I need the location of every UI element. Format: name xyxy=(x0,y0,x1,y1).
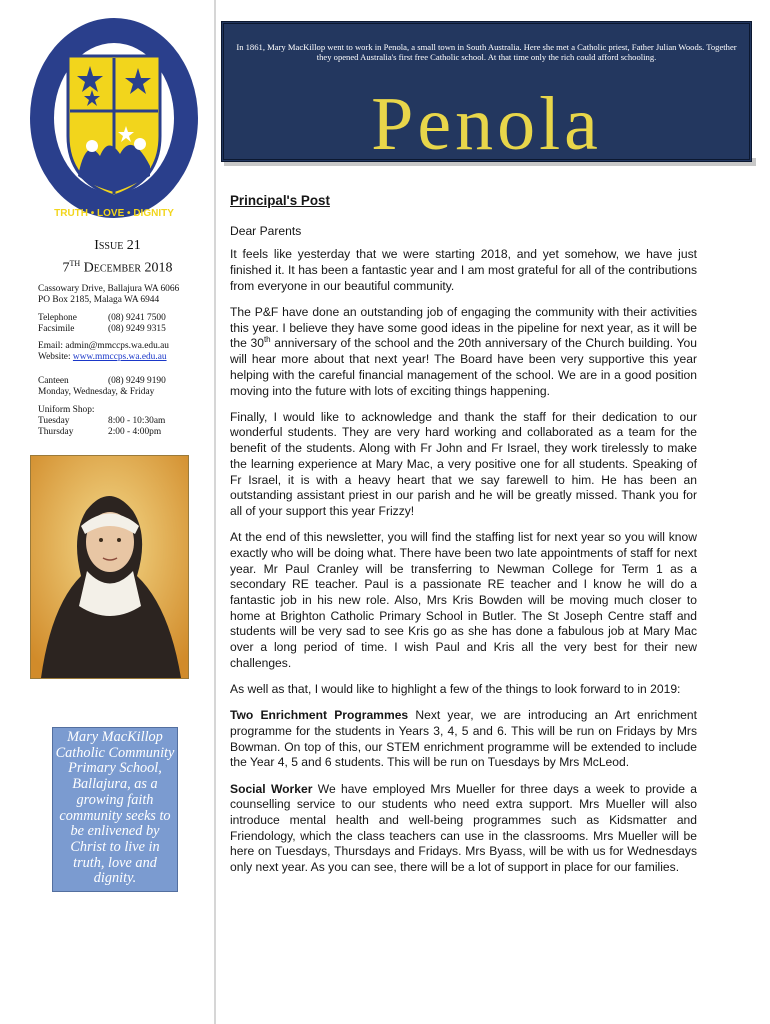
paragraph: Finally, I would like to acknowledge and thank the staff for their dedication to our wonderful students. They are very hard working and collaborated as a team for the benefit of the students. Along with Fr John and Fr Israel, they work tirelessly to make the learning experience at Mary Mac, a very positive one for all students. Speaking of Fr Israel, it is with a heavy heart that we say farewell to him. He has been an outstanding assistant priest in our parish and he will be greatly missed. Thank you for all of your support this year Frizzy! xyxy=(230,409,697,518)
salutation: Dear Parents xyxy=(230,223,302,238)
crest-motto: TRUTH • LOVE • DIGNITY xyxy=(54,208,174,219)
issue-block xyxy=(20,237,215,278)
masthead-intro: In 1861, Mary MacKillop went to work in Penola, a small town in South Australia. Here she met a Catholic priest, Father Julian Woods. Together they opened Australia's first free Catholic school. At that time only the rich could afford schooling. xyxy=(236,42,737,62)
mission-statement: Mary MacKillop Catholic Community Primary School, Ballajura, as a growing faith community seeks to be enlivened by Christ to live in truth, love and dignity. xyxy=(52,727,178,892)
issue-date: 7TH December 2018 xyxy=(62,259,173,276)
address-line: PO Box 2185, Malaga WA 6944 xyxy=(38,295,160,305)
phone-block xyxy=(38,313,208,335)
uniform-time: 2:00 - 4:00pm xyxy=(108,427,162,437)
paragraph-lead: Two Enrichment Programmes xyxy=(230,708,409,723)
article-heading: Principal's Post xyxy=(230,193,330,208)
uniform-day: Thursday xyxy=(38,427,74,437)
uniform-shop-label: Uniform Shop: xyxy=(38,405,95,415)
paragraph: As well as that, I would like to highlight a few of the things to look forward to in 2019: xyxy=(230,681,681,696)
paragraph: At the end of this newsletter, you will find the staffing list for next year so you will know exactly who will be doing what. There have been two late appointments of staff for next year. Mr Paul Cranley will be transferring to Newman College for Term 1 as a secondary RE teacher. Paul is a passionate RE teacher and I know he will do a fantastic job in his new role. Also, Mrs Kris Bowden will be moving much closer to home at Brighton Catholic Primary School in Butler. The St Joseph Centre staff and students will be very sad to see Kris go as she has done a fabulous job at Mary Mac over a long period of time. I wish Paul and Kris all the very best for their new challenges. xyxy=(230,530,697,670)
canteen-days: Monday, Wednesday, & Friday xyxy=(38,387,155,397)
paragraph: It feels like yesterday that we were starting 2018, and yet somehow, we have just finished it. It has been a fantastic year and I am most grateful for all of the contributions from everyone in our beautiful community. xyxy=(230,247,697,293)
facsimile-label: Facsimile xyxy=(38,324,75,334)
paragraph: Social Worker We have employed Mrs Mueller for three days a week to provide a counselling service to our students who need extra support. Mrs Mueller will also introduce mental health and well-being programmes such as Kidsmatter and Friendology, which the class teachers can use in the classrooms. Mrs Mueller will be here on Tuesdays, Thursdays and Fridays. Mrs Byass, will be with us for Wednesdays only next year. As you can see, there will be a lot of support in place for our families. xyxy=(230,781,697,875)
school-crest-logo xyxy=(28,16,200,226)
paragraph: Two Enrichment Programmes Next year, we are introducing an Art enrichment programme for the students in Years 3, 4, 5 and 6. This will be run on Fridays by Mrs Bowman. On top of this, our STEM enrichment programme will be extended to include the Year 4, 5 and 6 students. This will be run on Tuesdays by Mrs McLeod. xyxy=(230,708,697,770)
telephone-label: Telephone xyxy=(38,313,77,323)
issue-number: Issue 21 xyxy=(94,238,141,253)
paragraph: The P&F have done an outstanding job of engaging the community with their activities this year. I believe they have some good ideas in the pipeline for next year, as it will be the 30th anniversary of the school and the 20th anniversary of the Church building. You will hear more about that next year! The Board have been very supportive this year helping with the careful financial management of the school. We are in a good position moving into the future with lots of exciting things happening. xyxy=(230,305,698,398)
sidebar-divider xyxy=(214,0,216,1024)
telephone-number: (08) 9241 7500 xyxy=(108,313,166,323)
sidebar xyxy=(0,0,215,1024)
principals-post-article xyxy=(230,193,697,886)
uniform-shop-block xyxy=(38,405,208,438)
uniform-day: Tuesday xyxy=(38,416,70,426)
online-block xyxy=(38,341,208,363)
paragraph-lead: Social Worker xyxy=(230,781,313,796)
uniform-time: 8:00 - 10:30am xyxy=(108,416,166,426)
canteen-phone: (08) 9249 9190 xyxy=(108,376,166,386)
address-block xyxy=(38,284,208,306)
address-line: Cassowary Drive, Ballajura WA 6066 xyxy=(38,284,180,294)
mary-mackillop-portrait-image xyxy=(30,455,189,679)
email-line: Email: admin@mmccps.wa.edu.au xyxy=(38,341,169,351)
canteen-label: Canteen xyxy=(38,376,69,386)
newsletter-title: Penola xyxy=(371,82,602,166)
canteen-block xyxy=(38,376,208,398)
masthead-banner xyxy=(221,21,752,166)
facsimile-number: (08) 9249 9315 xyxy=(108,324,166,334)
website-link[interactable]: www.mmccps.wa.edu.au xyxy=(72,352,167,362)
website-line: Website: www.mmccps.wa.edu.au xyxy=(38,352,167,362)
